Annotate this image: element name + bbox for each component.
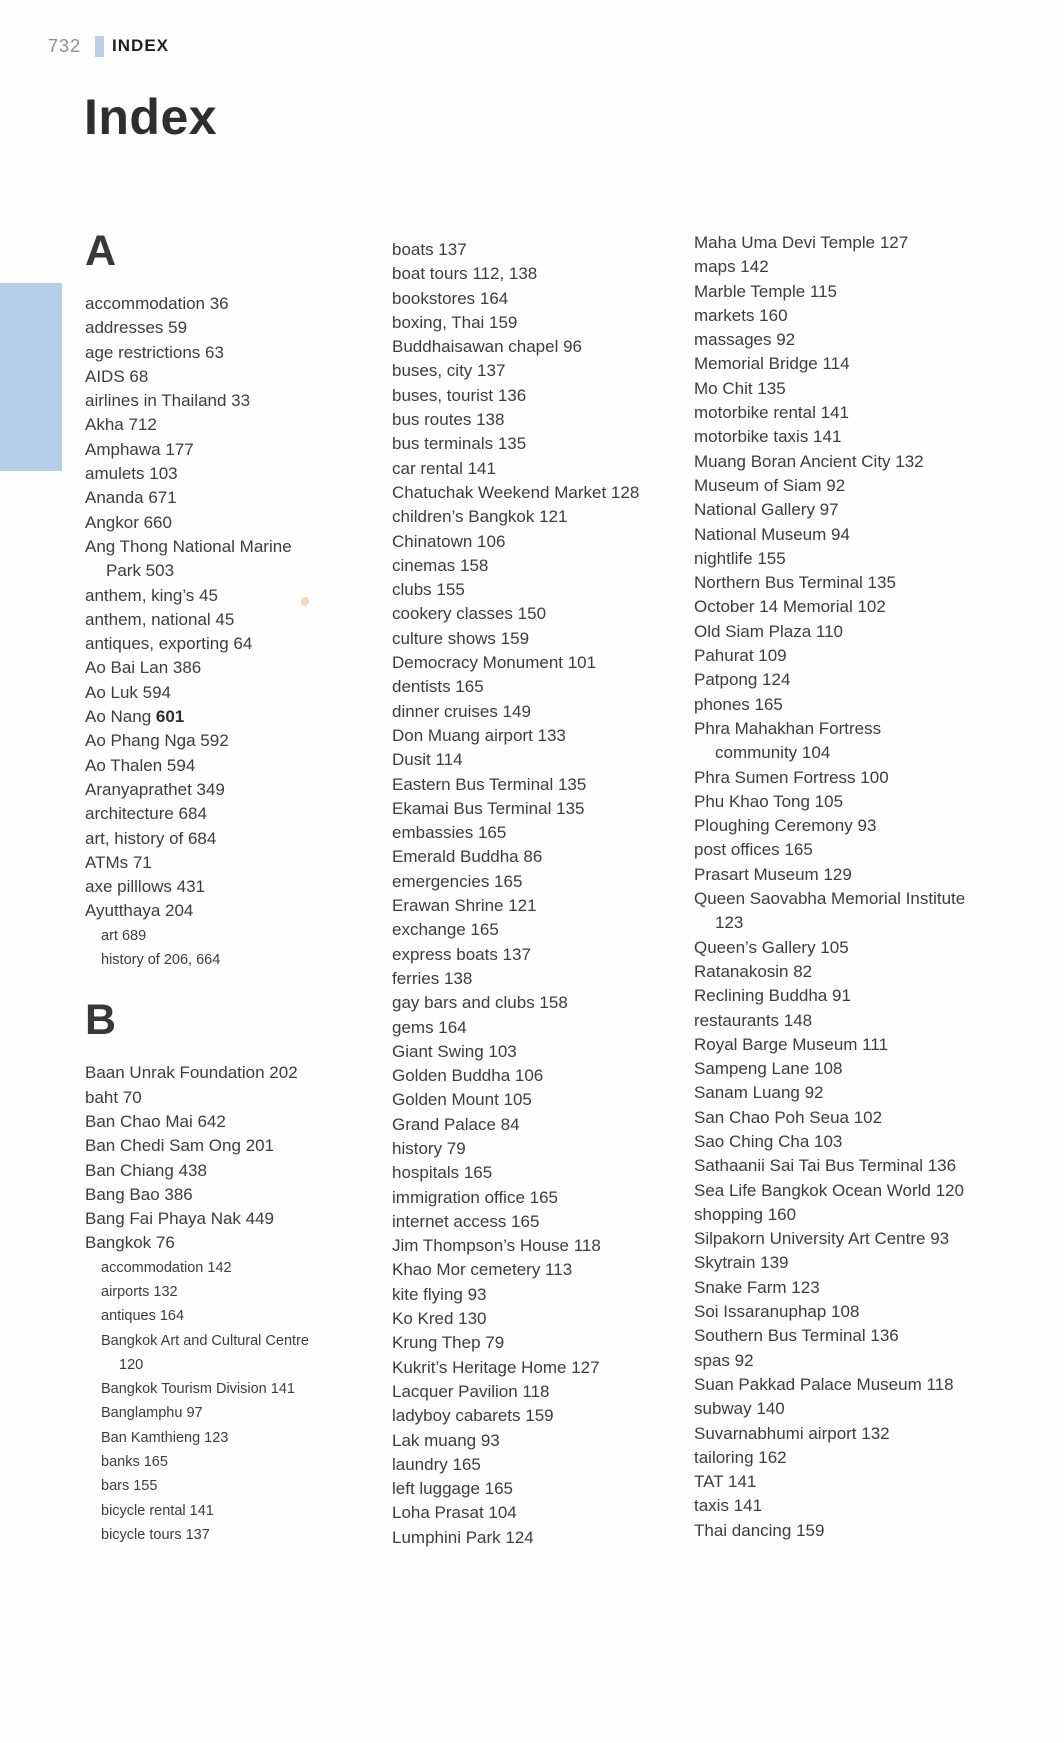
index-entry: baht 70	[85, 1087, 142, 1107]
index-entry: taxis 141	[694, 1496, 763, 1516]
index-entry: Old Siam Plaza 110	[694, 621, 843, 641]
index-entry: accommodation 142	[101, 1259, 232, 1276]
index-entry: laundry 165	[392, 1454, 481, 1474]
index-entry: massages 92	[694, 330, 796, 350]
index-entry: Lak muang 93	[392, 1430, 500, 1450]
index-entry: Sanam Luang 92	[694, 1083, 824, 1103]
index-entry: Erawan Shrine 121	[392, 896, 537, 916]
page-number: 732	[48, 35, 82, 56]
index-entry: Ban Chiang 438	[85, 1160, 207, 1180]
index-entry: TAT 141	[694, 1472, 757, 1492]
index-entry: Snake Farm 123	[694, 1277, 820, 1297]
index-entry: Reclining Buddha 91	[694, 986, 851, 1006]
index-entry: Ao Thalen 594	[85, 755, 196, 775]
index-entry: Northern Bus Terminal 135	[694, 573, 896, 593]
index-entry: National Gallery 97	[694, 500, 839, 520]
index-entry: Pahurat 109	[694, 646, 787, 666]
index-entry: Phu Khao Tong 105	[694, 791, 844, 811]
running-head-label: INDEX	[112, 36, 170, 55]
index-entry: Museum of Siam 92	[694, 475, 846, 495]
index-entry: immigration office 165	[392, 1187, 558, 1207]
index-entry: Muang Boran Ancient City 132	[694, 451, 924, 471]
index-entry: Golden Mount 105	[392, 1090, 532, 1110]
index-entry: ladyboy cabarets 159	[392, 1406, 554, 1426]
index-entry: Soi Issaranuphap 108	[694, 1302, 860, 1322]
index-entry: AIDS 68	[85, 366, 149, 386]
index-entry: Grand Palace 84	[392, 1114, 520, 1134]
index-entry: Dusit 114	[392, 750, 463, 770]
index-entry: boxing, Thai 159	[392, 312, 518, 332]
index-entry: Queen Saovabha Memorial Institute	[694, 889, 966, 909]
index-entry: bus terminals 135	[392, 434, 527, 454]
index-entry: Loha Prasat 104	[392, 1503, 517, 1523]
index-entry: nightlife 155	[694, 548, 786, 568]
index-entry: art 689	[101, 927, 147, 944]
index-entry: Ang Thong National Marine	[85, 536, 292, 556]
index-entry: Bangkok Tourism Division 141	[101, 1381, 295, 1398]
index-entry: Emerald Buddha 86	[392, 847, 543, 867]
index-entry: Suvarnabhumi airport 132	[694, 1423, 890, 1443]
index-entry: Ko Kred 130	[392, 1309, 487, 1329]
index-entry: Sathaanii Sai Tai Bus Terminal 136	[694, 1156, 957, 1176]
header-accent-bar	[95, 36, 104, 57]
index-entry: history 79	[392, 1138, 466, 1158]
index-entry: Ao Phang Nga 592	[85, 731, 229, 751]
index-entry: banks 165	[101, 1454, 168, 1471]
index-entry: anthem, king’s 45	[85, 585, 218, 605]
index-entry: Ao Bai Lan 386	[85, 658, 202, 678]
index-entry: bookstores 164	[392, 288, 509, 308]
index-entry: Aranyaprathet 349	[85, 779, 225, 799]
index-entry: Southern Bus Terminal 136	[694, 1326, 899, 1346]
index-entry: Phra Mahakhan Fortress	[694, 718, 882, 738]
index-entry: Ratanakosin 82	[694, 961, 813, 981]
index-entry: dentists 165	[392, 677, 484, 697]
index-entry: Queen’s Gallery 105	[694, 937, 849, 957]
index-entry: motorbike taxis 141	[694, 427, 842, 447]
index-entry: Ban Chedi Sam Ong 201	[85, 1136, 275, 1156]
index-entry: buses, tourist 136	[392, 385, 527, 405]
index-entry: San Chao Poh Seua 102	[694, 1107, 883, 1127]
index-entry: Akha 712	[85, 415, 157, 435]
index-entry: airports 132	[101, 1283, 178, 1300]
index-entry: Prasart Museum 129	[694, 864, 852, 884]
index-entry: shopping 160	[694, 1204, 797, 1224]
index-column-2	[392, 238, 712, 1550]
index-entry: Bang Bao 386	[85, 1184, 193, 1204]
index-entry: buses, city 137	[392, 361, 506, 381]
index-entry: Bang Fai Phaya Nak 449	[85, 1209, 275, 1229]
page-title: Index	[84, 89, 218, 145]
index-entry: car rental 141	[392, 458, 496, 478]
index-entry: Suan Pakkad Palace Museum 118	[694, 1374, 954, 1394]
index-entry: Ban Chao Mai 642	[85, 1111, 226, 1131]
index-entry: Amphawa 177	[85, 439, 194, 459]
index-entry: gems 164	[392, 1017, 467, 1037]
index-entry: addresses 59	[85, 318, 188, 338]
index-entry: antiques 164	[101, 1308, 185, 1325]
index-entry: Krung Thep 79	[392, 1333, 505, 1353]
index-entry: Ban Kamthieng 123	[101, 1429, 229, 1446]
index-entry: gay bars and clubs 158	[392, 993, 568, 1013]
index-entry: cinemas 158	[392, 555, 489, 575]
index-entry: Chatuchak Weekend Market 128	[392, 482, 640, 502]
index-entry: Ao Luk 594	[85, 682, 172, 702]
index-entry: Memorial Bridge 114	[694, 354, 850, 374]
running-header	[48, 34, 169, 58]
index-entry: Democracy Monument 101	[392, 653, 597, 673]
index-entry: Ananda 671	[85, 488, 177, 508]
index-entry: Phra Sumen Fortress 100	[694, 767, 889, 787]
index-entry: Don Muang airport 133	[392, 725, 566, 745]
index-entry: age restrictions 63	[85, 342, 224, 362]
index-entry: Bangkok Art and Cultural Centre	[101, 1332, 309, 1349]
index-entry: architecture 684	[85, 804, 207, 824]
index-entry: Kukrit’s Heritage Home 127	[392, 1357, 600, 1377]
index-entry: Chinatown 106	[392, 531, 506, 551]
index-entry: 123	[715, 913, 744, 933]
index-entry: history of 206, 664	[101, 952, 221, 969]
index-entry: restaurants 148	[694, 1010, 813, 1030]
index-entry: post offices 165	[694, 840, 813, 860]
index-entry: National Museum 94	[694, 524, 850, 544]
index-entry: Park 503	[106, 561, 175, 581]
index-entry: Ayutthaya 204	[85, 901, 194, 921]
index-entry: Giant Swing 103	[392, 1041, 517, 1061]
index-entry: tailoring 162	[694, 1447, 787, 1467]
index-entry: Buddhaisawan chapel 96	[392, 337, 582, 357]
index-entry: boat tours 112, 138	[392, 264, 538, 284]
index-entry: Banglamphu 97	[101, 1405, 203, 1422]
index-entry: Thai dancing 159	[694, 1520, 825, 1540]
index-entry: Jim Thompson’s House 118	[392, 1236, 601, 1256]
index-entry: bicycle tours 137	[101, 1526, 210, 1543]
index-entry: maps 142	[694, 257, 769, 277]
index-entry: cookery classes 150	[392, 604, 547, 624]
index-entry: Ploughing Ceremony 93	[694, 816, 877, 836]
index-entry: Silpakorn University Art Centre 93	[694, 1229, 950, 1249]
index-entry: Angkor 660	[85, 512, 172, 532]
index-entry: hospitals 165	[392, 1163, 493, 1183]
index-entry: bicycle rental 141	[101, 1502, 214, 1519]
index-entry: Golden Buddha 106	[392, 1066, 544, 1086]
index-entry: Bangkok 76	[85, 1233, 175, 1253]
index-entry: 120	[119, 1356, 144, 1373]
index-entry: Sampeng Lane 108	[694, 1059, 843, 1079]
index-entry: bus routes 138	[392, 410, 505, 430]
index-entry: ATMs 71	[85, 852, 152, 872]
index-entry: Ekamai Bus Terminal 135	[392, 798, 585, 818]
index-entry: Sea Life Bangkok Ocean World 120	[694, 1180, 964, 1200]
index-entry: axe pilllows 431	[85, 877, 206, 897]
index-entry: Lacquer Pavilion 118	[392, 1381, 550, 1401]
index-entry: art, history of 684	[85, 828, 217, 848]
index-entry: emergencies 165	[392, 871, 523, 891]
index-column-3	[694, 231, 1060, 1543]
index-entry: Baan Unrak Foundation 202	[85, 1063, 298, 1083]
index-entry: antiques, exporting 64	[85, 634, 253, 654]
index-entry: anthem, national 45	[85, 609, 235, 629]
index-entry: accommodation 36	[85, 294, 229, 313]
index-entry: bars 155	[101, 1478, 158, 1495]
index-entry: Ao Nang 601	[85, 707, 185, 727]
index-entry: markets 160	[694, 305, 788, 325]
index-entry: left luggage 165	[392, 1479, 513, 1499]
index-entry: boats 137	[392, 240, 467, 259]
index-entry: Mo Chit 135	[694, 378, 786, 398]
index-entry: exchange 165	[392, 920, 499, 940]
section-heading: B	[85, 996, 117, 1045]
index-entry: community 104	[715, 743, 831, 763]
index-entry: kite flying 93	[392, 1284, 487, 1304]
index-entry: October 14 Memorial 102	[694, 597, 886, 617]
page-edge-thumb-tab	[0, 283, 62, 471]
index-entry: embassies 165	[392, 823, 507, 843]
index-entry: internet access 165	[392, 1211, 540, 1231]
index-entry: children’s Bangkok 121	[392, 507, 568, 527]
index-entry: Marble Temple 115	[694, 281, 838, 301]
index-entry: ferries 138	[392, 968, 473, 988]
index-entry: culture shows 159	[392, 628, 530, 648]
index-entry: Royal Barge Museum 111	[694, 1034, 889, 1054]
index-entry: Eastern Bus Terminal 135	[392, 774, 587, 794]
section-heading: A	[85, 227, 117, 275]
index-entry: express boats 137	[392, 944, 531, 964]
index-entry: Sao Ching Cha 103	[694, 1131, 843, 1151]
index-entry: Maha Uma Devi Temple 127	[694, 233, 909, 252]
index-entry: airlines in Thailand 33	[85, 391, 251, 411]
index-entry: dinner cruises 149	[392, 701, 531, 721]
index-entry: phones 165	[694, 694, 783, 714]
index-entry: Khao Mor cemetery 113	[392, 1260, 573, 1280]
index-entry: amulets 103	[85, 464, 178, 484]
index-entry: Lumphini Park 124	[392, 1527, 534, 1547]
index-entry: spas 92	[694, 1350, 754, 1370]
index-entry: clubs 155	[392, 580, 465, 600]
index-column-1	[85, 227, 405, 1547]
index-entry: subway 140	[694, 1399, 785, 1419]
index-entry: Skytrain 139	[694, 1253, 789, 1273]
index-entry: motorbike rental 141	[694, 403, 849, 423]
index-entry: Patpong 124	[694, 670, 791, 690]
